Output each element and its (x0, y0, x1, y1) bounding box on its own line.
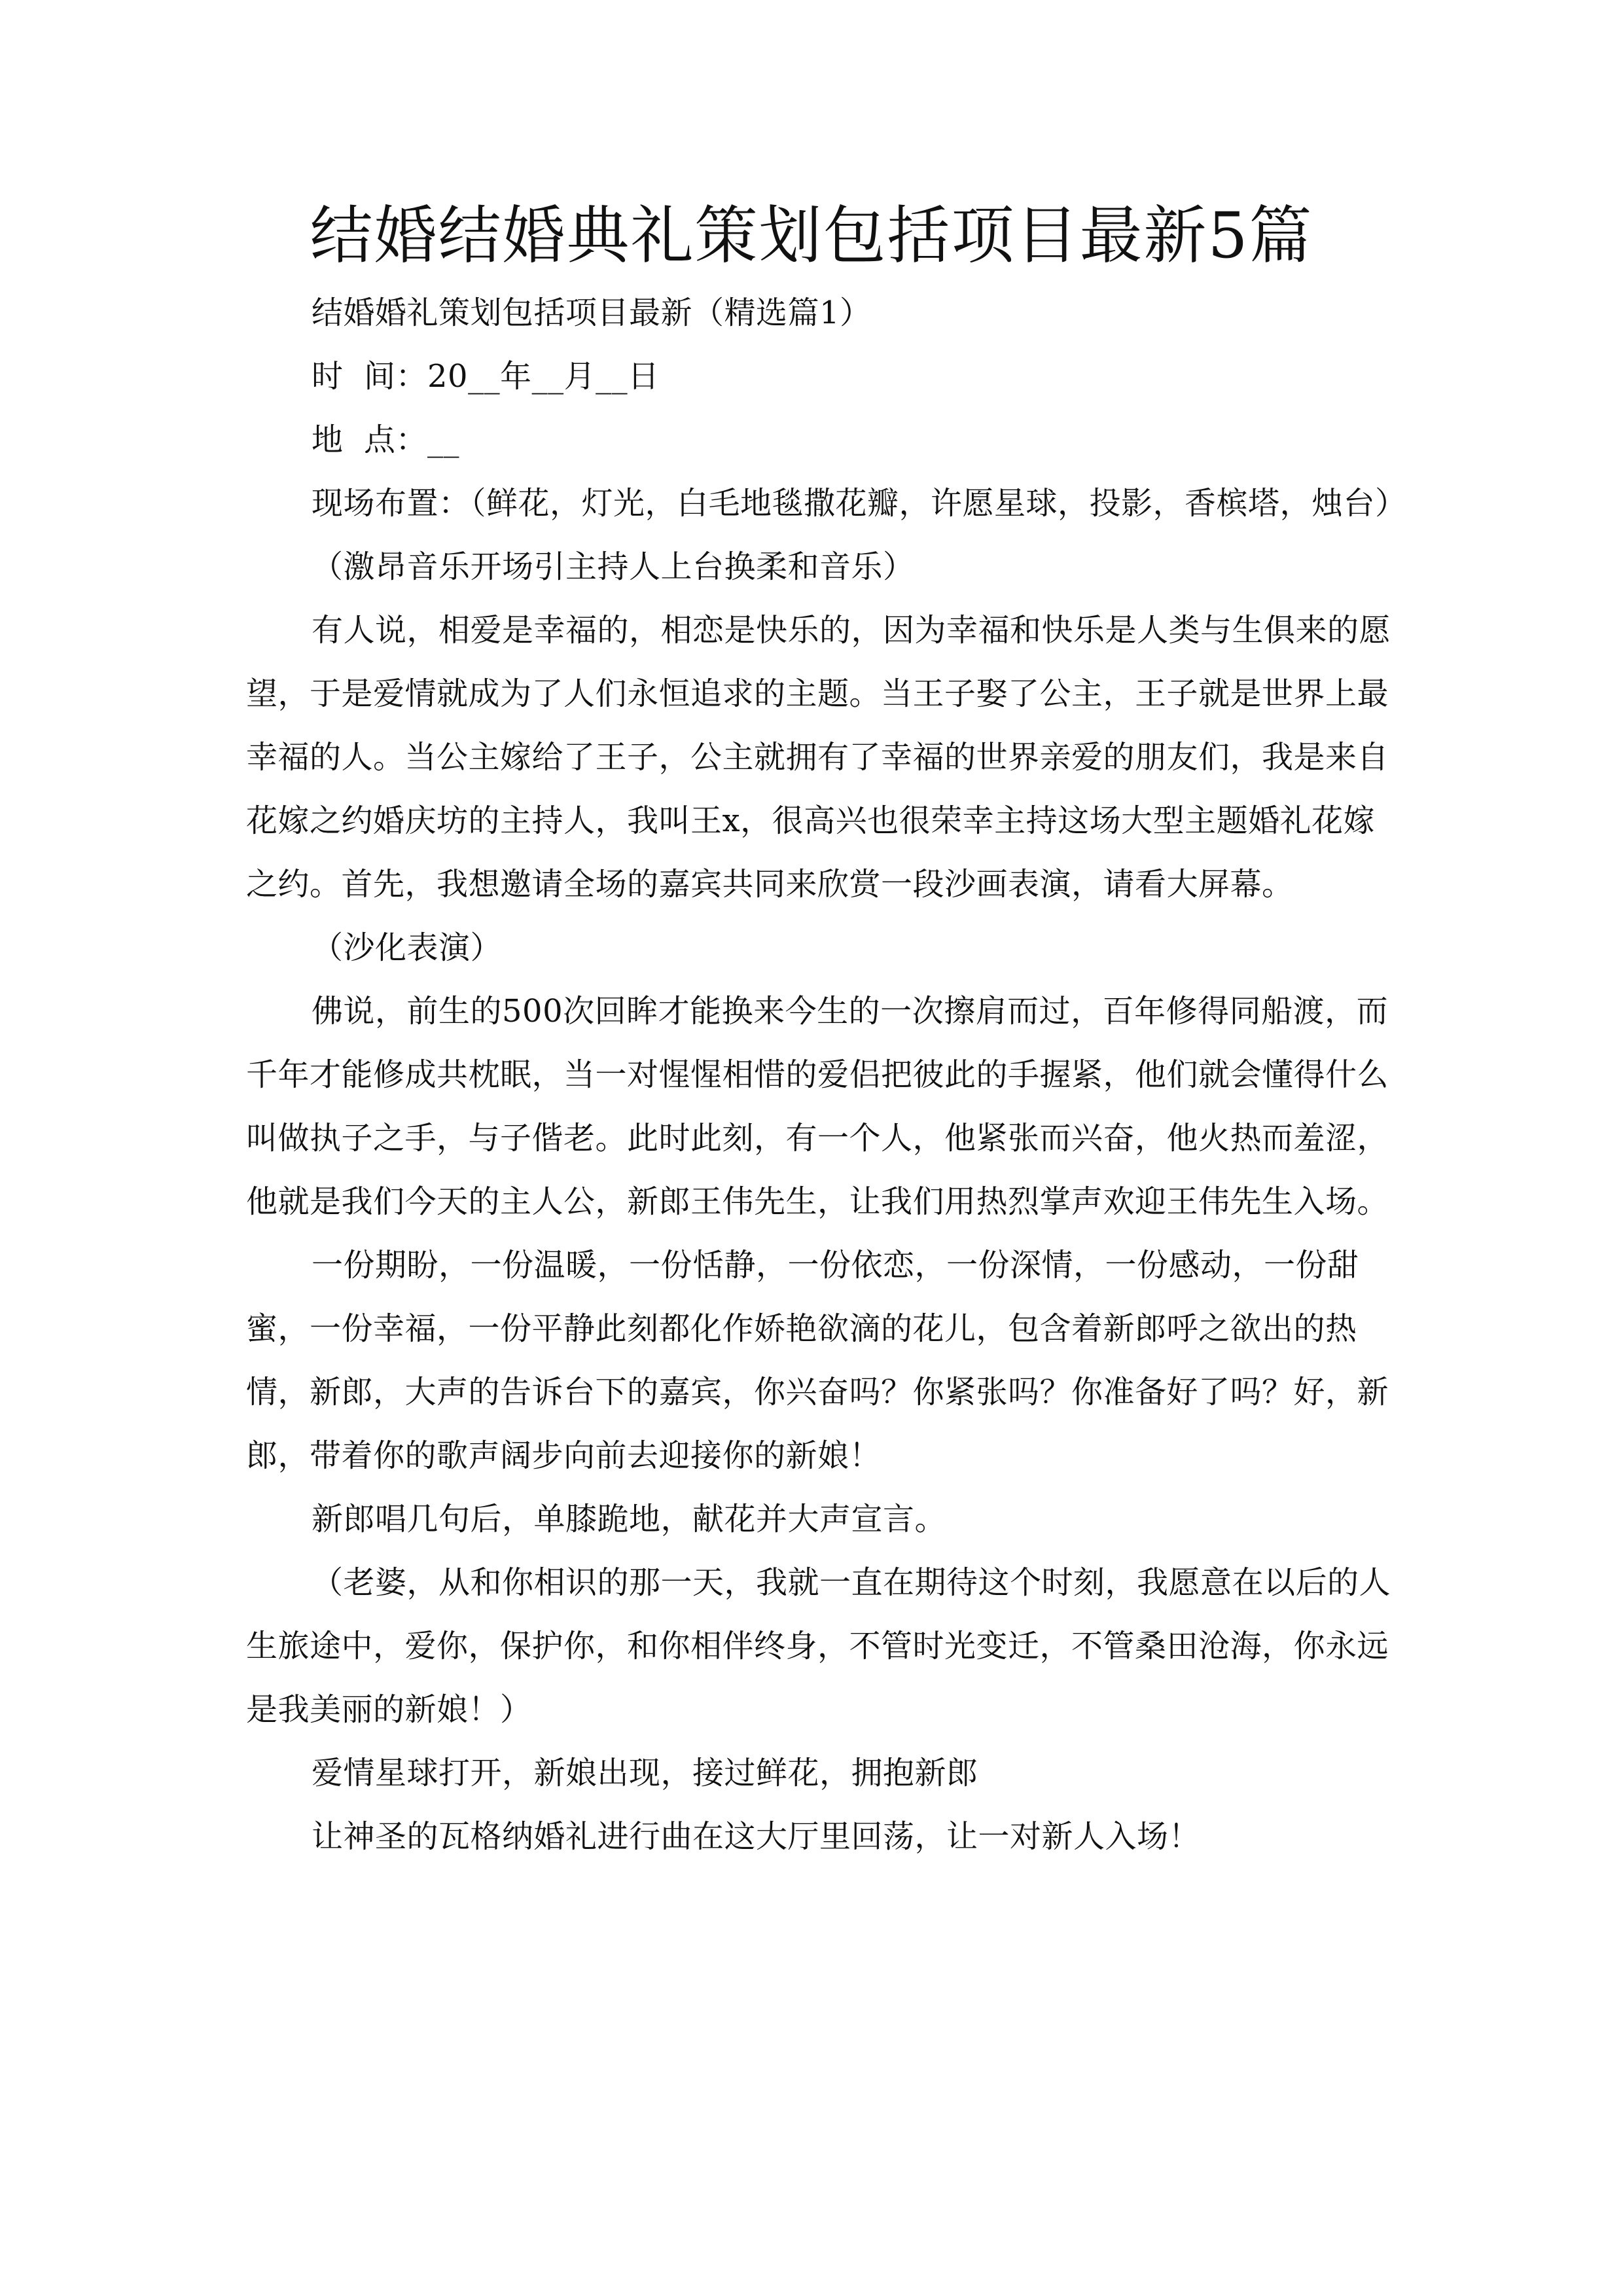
paragraph-groom-feelings: 一份期盼，一份温暖，一份恬静，一份依恋，一份深情，一份感动，一份甜蜜，一份幸福，一份平静此刻都化作娇艳欲滴的花儿，包含着新郎呼之欲出的热情，新郎，大声的告诉台下的嘉宾，你兴奋吗？你紧张吗？你准备好了吗？好，新郎，带着你的歌声阔步向前去迎接你的新娘！ (246, 1247, 1389, 1474)
document-body (246, 281, 1407, 1869)
paragraph-subtitle: 结婚婚礼策划包括项目最新（精选篇1） (312, 295, 872, 331)
paragraph-groom-entrance: 佛说，前生的500次回眸才能换来今生的一次擦肩而过，百年修得同船渡，而千年才能修成共枕眠，当一对惺惺相惜的爱侣把彼此的手握紧，他们就会懂得什么叫做执子之手，与子偕老。此时此刻，有一个人，他紧张而兴奋，他火热而羞涩，他就是我们今天的主人公，新郎王伟先生，让我们用热烈掌声欢迎王伟先生入场。 (246, 993, 1389, 1220)
document-title: 结婚结婚典礼策划包括项目最新5篇 (310, 199, 1313, 272)
paragraph-bride-appears: 爱情星球打开，新娘出现，接过鲜花，拥抱新郎 (312, 1755, 978, 1791)
paragraph-wedding-march: 让神圣的瓦格纳婚礼进行曲在这大厅里回荡，让一对新人入场！ (312, 1818, 1201, 1855)
paragraph-location: 地 点：__ (312, 422, 460, 458)
paragraph-opening-music: （激昂音乐开场引主持人上台换柔和音乐） (312, 548, 915, 585)
paragraph-sand-show: （沙化表演） (312, 929, 503, 966)
paragraph-host-intro: 有人说，相爱是幸福的，相恋是快乐的，因为幸福和快乐是人类与生俱来的愿望，于是爱情就成为了人们永恒追求的主题。当王子娶了公主，王子就是世界上最幸福的人。当公主嫁给了王子，公主就拥有了幸福的世界亲爱的朋友们，我是来自花嫁之约婚庆坊的主持人，我叫王x，很高兴也很荣幸主持这场大型主题婚礼花嫁之约。首先，我想邀请全场的嘉宾共同来欣赏一段沙画表演，请看大屏幕。 (246, 612, 1391, 903)
paragraph-venue-setup: 现场布置：（鲜花，灯光，白毛地毯撒花瓣，许愿星球，投影，香槟塔，烛台） (312, 485, 1407, 522)
paragraph-time: 时 间：20__年__月__日 (312, 358, 660, 395)
paragraph-groom-kneel: 新郎唱几句后，单膝跪地，献花并大声宣言。 (312, 1501, 947, 1537)
paragraph-groom-vow: （老婆，从和你相识的那一天，我就一直在期待这个时刻，我愿意在以后的人生旅途中，爱你，保护你，和你相伴终身，不管时光变迁，不管桑田沧海，你永远是我美丽的新娘！） (246, 1564, 1391, 1728)
